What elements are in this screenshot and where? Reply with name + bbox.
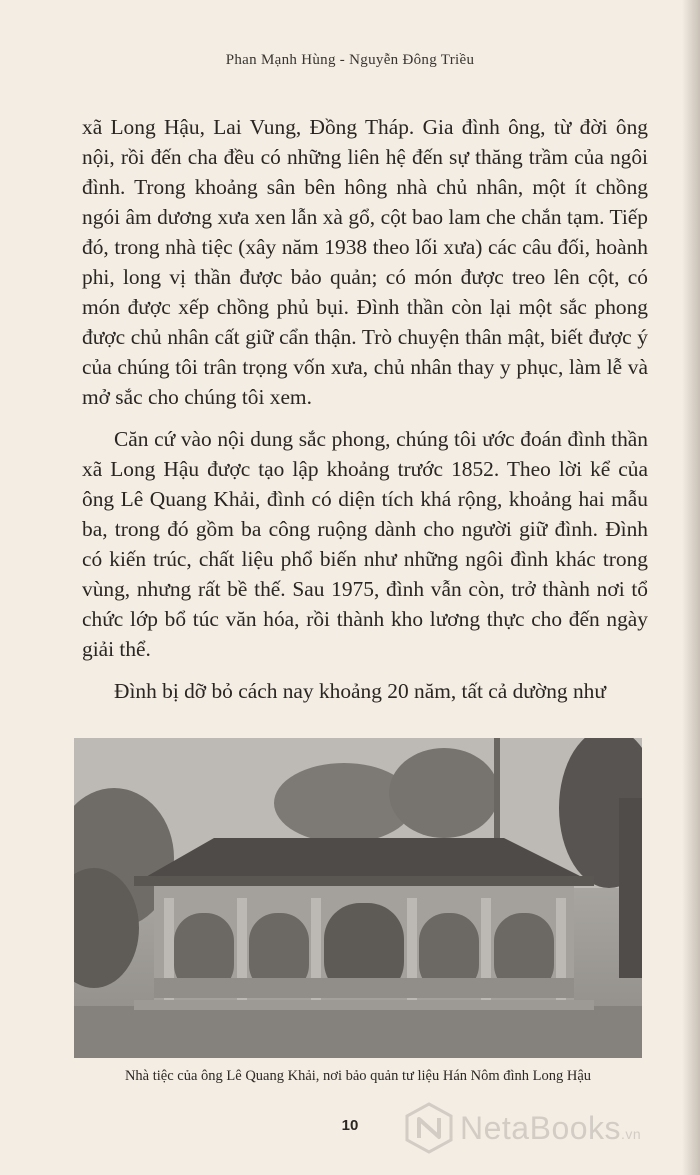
page-edge-shadow — [682, 0, 700, 1175]
watermark — [404, 1102, 684, 1158]
paragraph-1: xã Long Hậu, Lai Vung, Đồng Tháp. Gia đình ông, từ đời ông nội, rồi đến cha đều có những liên hệ đến sự thăng trầm của ngôi đình. Trong khoảng sân bên hông nhà chủ nhân, một ít chồng ngói âm dương xưa xen lẫn xà gổ, cột bao lam che chắn tạm. Tiếp đó, trong nhà tiệc (xây năm 1938 theo lối xưa) các câu đối, hoành phi, long vị thần được bảo quản; có món được treo lên cột, có món được xếp chồng phủ bụi. Đình thần còn lại một sắc phong được chủ nhân cất giữ cẩn thận. Trò chuyện thân mật, biết được ý của chúng tôi trân trọng vốn xưa, chủ nhân thay y phục, làm lễ và mở sắc cho chúng tôi xem. — [82, 115, 648, 409]
paragraph-3: Đình bị dỡ bỏ cách nay khoảng 20 năm, tất cả dường như — [114, 679, 606, 703]
paragraph-2: Căn cứ vào nội dung sắc phong, chúng tôi ước đoán đình thần xã Long Hậu được tạo lập khoảng trước 1852. Theo lời kể của ông Lê Quang Khải, đình có diện tích khá rộng, khoảng hai mẫu ba, trong đó gồm ba công ruộng dành cho người giữ đình. Đình có kiến trúc, chất liệu phổ biến như những ngôi đình khác trong vùng, nhưng rất bề thế. Sau 1975, đình vẫn còn, trở thành nơi tổ chức lớp bổ túc văn hóa, rồi thành kho lương thực cho đến ngày giải thể. — [82, 427, 648, 661]
photo-caption: Nhà tiệc của ông Lê Quang Khải, nơi bảo quản tư liệu Hán Nôm đình Long Hậu — [124, 1068, 592, 1084]
page-number: 10 — [341, 1117, 359, 1134]
watermark-text — [460, 1110, 641, 1147]
netabooks-logo-icon — [404, 1102, 454, 1154]
watermark-brand: NetaBooks — [460, 1110, 622, 1146]
body-text — [82, 112, 648, 718]
building-photo — [74, 738, 642, 1058]
watermark-suffix: .vn — [621, 1126, 642, 1142]
running-header: Phan Mạnh Hùng - Nguyễn Đông Triều — [225, 52, 475, 68]
